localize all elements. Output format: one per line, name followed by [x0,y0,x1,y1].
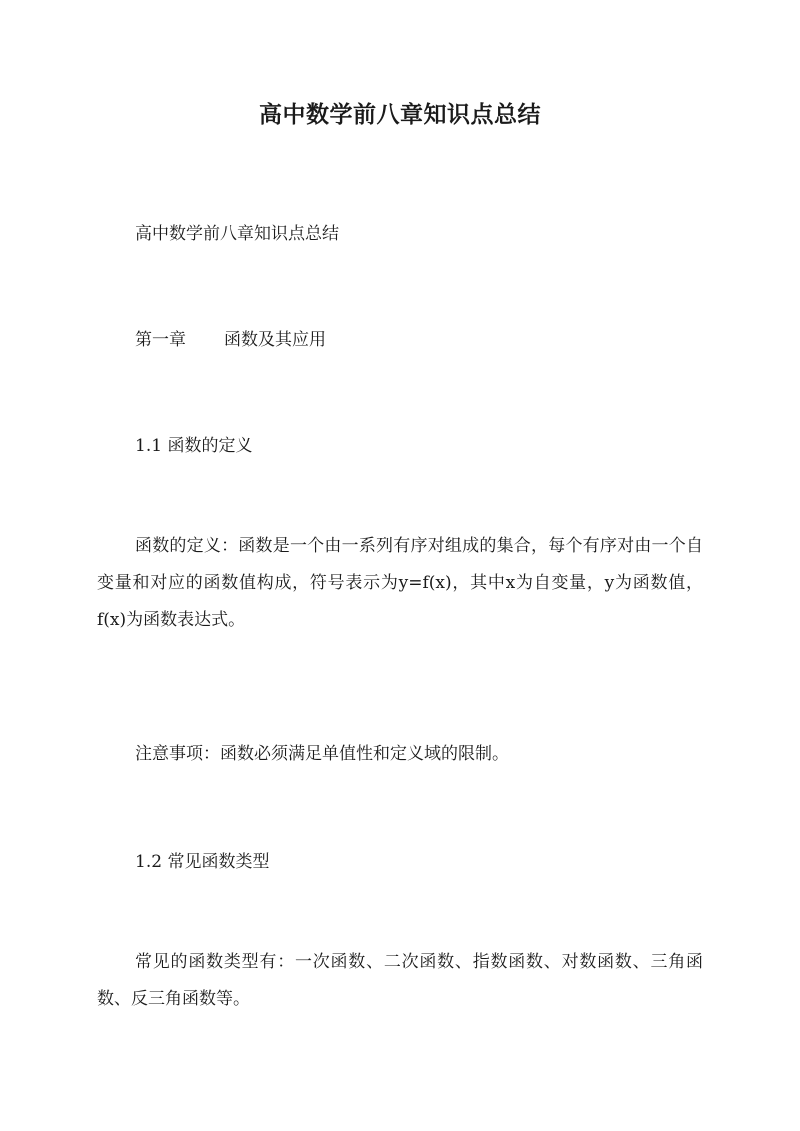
function-definition-paragraph: 函数的定义：函数是一个由一系列有序对组成的集合，每个有序对由一个自变量和对应的函数值构成，符号表示为y=f(x)，其中x为自变量，y为函数值，f(x)为函数表达式。 [97,536,703,630]
chapter-label: 第一章 [135,330,186,350]
chapter-name: 函数及其应用 [224,330,326,350]
section-heading-1-1: 1.1 函数的定义 [135,436,253,456]
note-paragraph: 注意事项：函数必须满足单值性和定义域的限制。 [135,744,509,764]
document-title: 高中数学前八章知识点总结 [259,101,541,128]
chapter-heading [135,325,326,350]
function-types-paragraph: 常见的函数类型有：一次函数、二次函数、指数函数、对数函数、三角函数、反三角函数等。 [97,952,703,1009]
document-subtitle: 高中数学前八章知识点总结 [135,224,339,244]
section-heading-1-2: 1.2 常见函数类型 [135,852,270,872]
